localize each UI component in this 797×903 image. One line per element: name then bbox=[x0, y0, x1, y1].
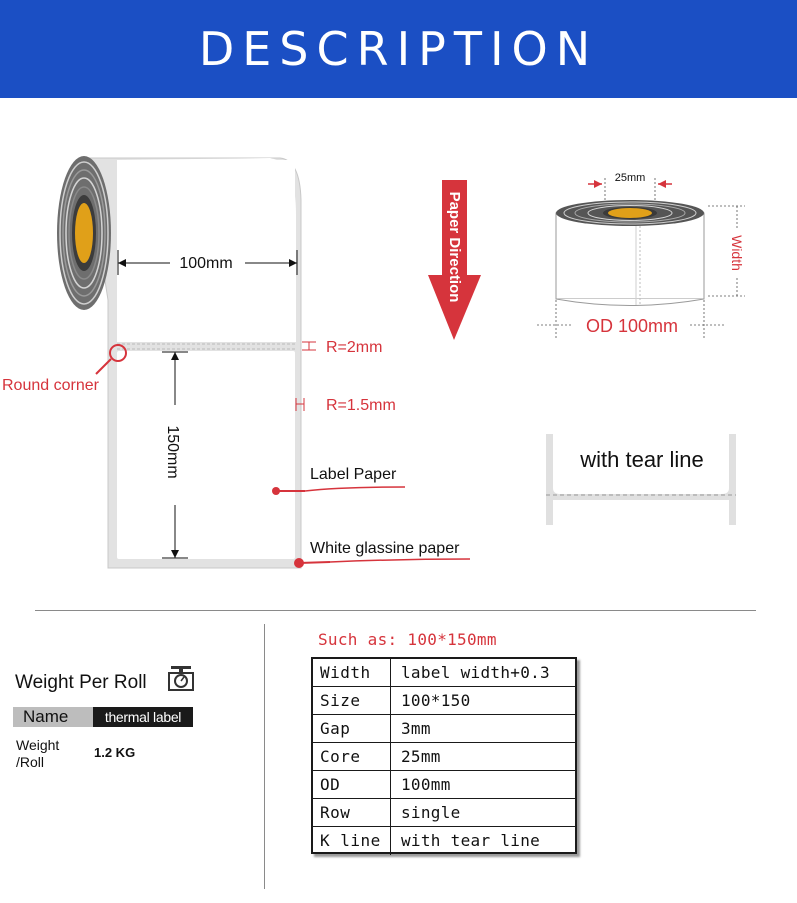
weight-label-line1: Weight bbox=[16, 737, 60, 753]
table-row bbox=[313, 715, 575, 743]
spec-table bbox=[311, 657, 577, 854]
table-row bbox=[313, 771, 575, 799]
spec-value: with tear line bbox=[401, 831, 541, 850]
spec-key: OD bbox=[313, 771, 391, 798]
name-label: Name bbox=[13, 707, 93, 727]
side-radius-label: R=1.5mm bbox=[326, 397, 396, 414]
table-row bbox=[313, 827, 575, 855]
weight-label bbox=[16, 737, 59, 771]
spec-key: Width bbox=[313, 659, 391, 686]
tear-line-diagram bbox=[540, 430, 740, 530]
width-dimension-label: 100mm bbox=[179, 255, 233, 272]
spec-value: 3mm bbox=[401, 719, 431, 738]
spec-key: Core bbox=[313, 743, 391, 770]
gap-radius-label: R=2mm bbox=[326, 339, 383, 356]
spec-value: 100mm bbox=[401, 775, 451, 794]
table-row bbox=[313, 687, 575, 715]
roll-top-core bbox=[608, 208, 652, 218]
round-corner-label: Round corner bbox=[2, 377, 99, 394]
page-title: DESCRIPTION bbox=[198, 22, 599, 76]
name-value: thermal label bbox=[93, 707, 193, 727]
od-label: OD 100mm bbox=[585, 316, 679, 336]
table-row bbox=[313, 799, 575, 827]
spec-key: K line bbox=[313, 827, 391, 855]
spec-key: Gap bbox=[313, 715, 391, 742]
roll-core bbox=[75, 203, 93, 263]
spec-value: single bbox=[401, 803, 461, 822]
weight-value: 1.2 KG bbox=[94, 745, 136, 760]
core-size-label: 25mm bbox=[614, 172, 646, 184]
tear-line-label: with tear line bbox=[580, 447, 704, 472]
liner-label: White glassine paper bbox=[310, 540, 460, 557]
spec-key: Row bbox=[313, 799, 391, 826]
table-row bbox=[313, 743, 575, 771]
label-face-bottom bbox=[117, 351, 295, 559]
spec-heading: Such as: 100*150mm bbox=[318, 630, 497, 649]
height-dimension-label: 150mm bbox=[164, 425, 181, 479]
weight-label-line2: /Roll bbox=[16, 754, 45, 770]
section-divider bbox=[35, 610, 756, 611]
roll-3d-diagram bbox=[520, 160, 790, 350]
name-row bbox=[13, 707, 193, 727]
spec-value: 25mm bbox=[401, 747, 441, 766]
label-roll-diagram bbox=[0, 140, 520, 590]
weight-per-roll-title: Weight Per Roll bbox=[15, 672, 147, 693]
spec-key: Size bbox=[313, 687, 391, 714]
label-paper-label: Label Paper bbox=[310, 466, 397, 483]
column-divider bbox=[264, 624, 265, 889]
table-row bbox=[313, 659, 575, 687]
scale-icon bbox=[166, 663, 196, 693]
paper-direction-label: Paper Direction bbox=[446, 191, 463, 303]
spec-value: label width+0.3 bbox=[401, 663, 550, 682]
roll-width-label: Width bbox=[729, 235, 745, 271]
spec-value: 100*150 bbox=[401, 691, 471, 710]
